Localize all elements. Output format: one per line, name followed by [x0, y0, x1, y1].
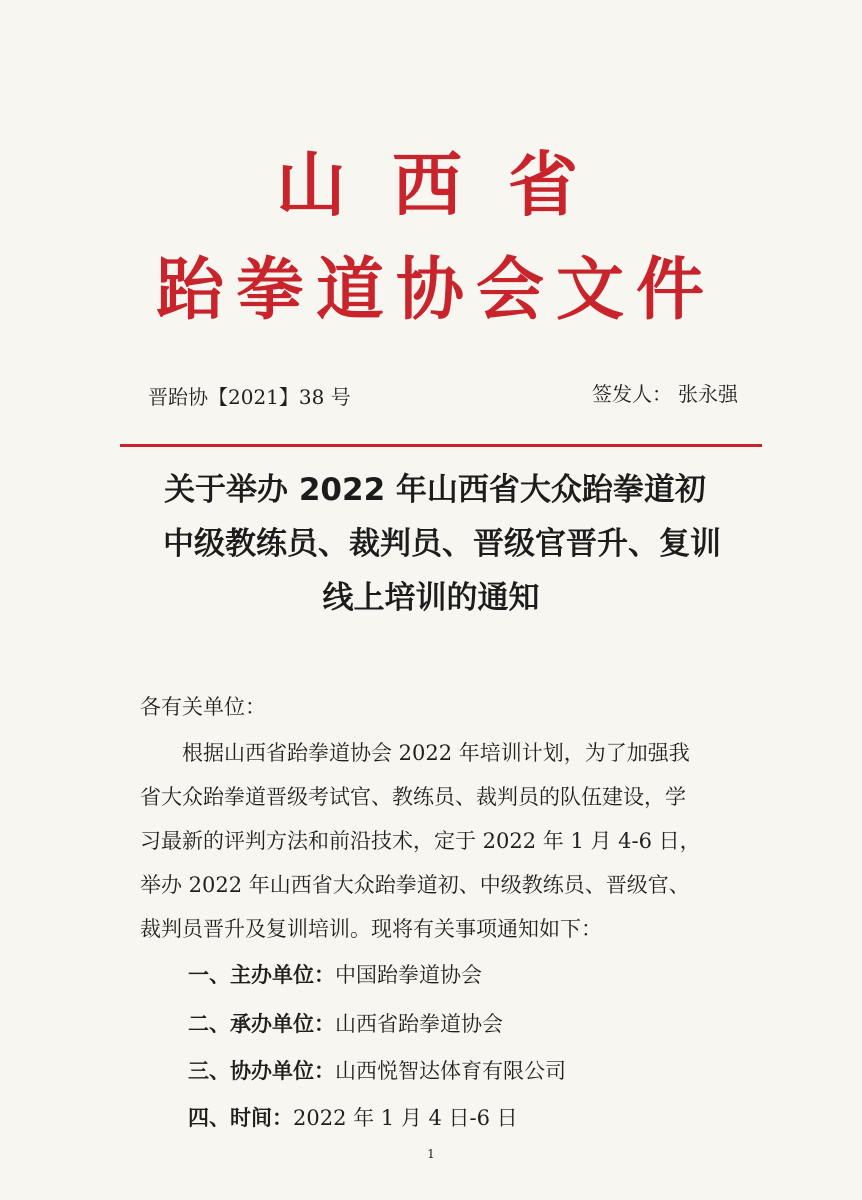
- list-item-value: 山西悦智达体育有限公司: [335, 1059, 566, 1083]
- list-item-value: 中国跆拳道协会: [335, 963, 482, 987]
- signer: [592, 380, 738, 408]
- list-item-time: [188, 1103, 518, 1133]
- list-item-value: 山西省跆拳道协会: [335, 1012, 503, 1036]
- page-number: 1: [427, 1147, 435, 1161]
- salutation: 各有关单位：: [140, 695, 266, 719]
- header-line-association: 跆拳道协会文件: [155, 250, 716, 330]
- red-divider: [120, 444, 762, 447]
- paragraph-line: 根据山西省跆拳道协会 2022 年培训计划，为了加强我: [140, 741, 690, 765]
- list-item-host: [188, 960, 482, 990]
- document-number: 晋跆协【2021】38 号: [148, 385, 351, 409]
- notice-title-line-3: 线上培训的通知: [322, 580, 540, 616]
- notice-title-line-2: 中级教练员、裁判员、晋级官晋升、复训: [163, 526, 721, 562]
- paragraph-line: 习最新的评判方法和前沿技术，定于 2022 年 1 月 4-6 日，: [140, 829, 701, 853]
- notice-title-line-1: 关于举办 2022 年山西省大众跆拳道初: [164, 472, 706, 508]
- paragraph-line: 省大众跆拳道晋级考试官、教练员、裁判员的队伍建设，学: [140, 785, 686, 809]
- list-item-value: 2022 年 1 月 4 日-6 日: [293, 1106, 518, 1130]
- list-item-organizer: [188, 1009, 503, 1039]
- signer-label: 签发人：: [592, 382, 672, 406]
- list-item-label: 三、协办单位：: [188, 1058, 335, 1083]
- list-item-label: 二、承办单位：: [188, 1011, 335, 1036]
- paragraph-line: 举办 2022 年山西省大众跆拳道初、中级教练员、晋级官、: [140, 873, 690, 897]
- header-line-province: 山西省: [276, 143, 624, 226]
- list-item-label: 四、时间：: [188, 1105, 293, 1130]
- list-item-co-organizer: [188, 1056, 566, 1086]
- signer-name: 张永强: [678, 382, 738, 406]
- list-item-label: 一、主办单位：: [188, 962, 335, 987]
- paragraph-line: 裁判员晋升及复训培训。现将有关事项通知如下：: [140, 917, 602, 941]
